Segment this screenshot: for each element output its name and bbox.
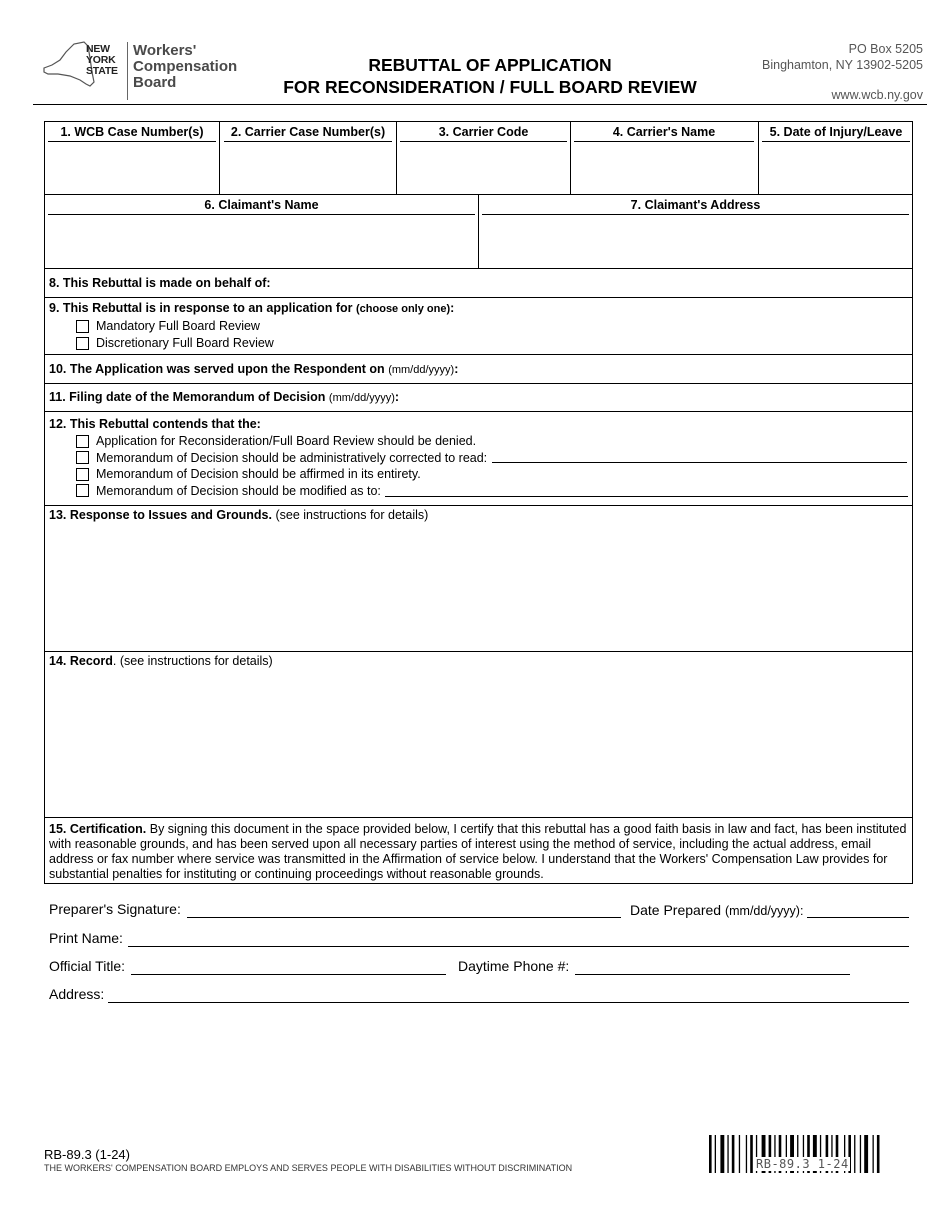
header-rule <box>33 104 927 105</box>
discretionary-review-checkbox[interactable] <box>76 337 89 350</box>
response-issues-field[interactable] <box>44 505 913 652</box>
barcode <box>709 1135 913 1175</box>
behalf-of-label: 8. This Rebuttal is made on behalf of: <box>49 276 271 290</box>
affirmed-checkbox[interactable] <box>76 468 89 481</box>
barcode-bar <box>720 1135 724 1173</box>
certification-text: By signing this document in the space provided below, I certify that this rebuttal has a good faith basis in law and fact, has been instituted with reasonable grounds, and has been served upon all necessary parties of interest using the method of service, including the actual address, email address or fax number where service was transmitted in the Affirmation of service below. I understand that the Workers' Compensation Law provides for substantial penalties for instituting or continuing proceedings without reasonable grounds. <box>49 822 907 881</box>
application-type-colon: : <box>450 301 455 315</box>
logo-agency-line: Workers' <box>133 42 197 59</box>
address-line2: Binghamton, NY 13902-5205 <box>762 58 923 72</box>
modified-as-to-input[interactable] <box>385 496 908 497</box>
served-date-field[interactable] <box>44 354 913 384</box>
official-title-label: Official Title: <box>49 958 125 974</box>
record-label: 14. Record <box>49 654 113 668</box>
mandatory-review-checkbox[interactable] <box>76 320 89 333</box>
barcode-bar <box>709 1135 712 1173</box>
mandatory-review-option: Mandatory Full Board Review <box>96 319 260 333</box>
claimants-name-label: 6. Claimant's Name <box>48 194 475 215</box>
logo-divider <box>127 42 128 100</box>
claimants-name-field[interactable] <box>48 194 475 268</box>
website-link[interactable]: www.wcb.ny.gov <box>831 88 923 102</box>
certification-section <box>44 817 913 884</box>
application-type-note: (choose only one) <box>356 303 451 315</box>
record-field[interactable] <box>44 651 913 818</box>
barcode-text: RB-89.3 1-24 <box>756 1157 849 1171</box>
wcb-case-number-label: 1. WCB Case Number(s) <box>48 121 216 142</box>
corrected-checkbox[interactable] <box>76 451 89 464</box>
wcb-case-number-field[interactable] <box>48 121 216 195</box>
corrected-option: Memorandum of Decision should be administratively corrected to read: <box>96 451 488 465</box>
date-of-injury-field[interactable] <box>762 121 910 195</box>
denied-option: Application for Reconsideration/Full Board Review should be denied. <box>96 434 477 448</box>
address-input[interactable] <box>108 1002 909 1003</box>
carriers-name-label: 4. Carrier's Name <box>574 121 754 142</box>
barcode-bar <box>727 1135 728 1173</box>
logo-agency-name <box>133 43 237 91</box>
date-prepared-label: Date Prepared <box>630 902 722 918</box>
response-issues-label: 13. Response to Issues and Grounds. <box>49 508 272 522</box>
served-date-label: 10. The Application was served upon the Respondent on <box>49 362 385 376</box>
served-date-colon: : <box>454 362 459 376</box>
official-title-input[interactable] <box>131 974 446 975</box>
barcode-bar <box>750 1135 753 1173</box>
daytime-phone-label: Daytime Phone #: <box>458 958 570 974</box>
filing-date-field[interactable] <box>44 383 913 412</box>
response-issues-note: (see instructions for details) <box>275 508 429 522</box>
behalf-of-field[interactable] <box>44 268 913 298</box>
carriers-name-field[interactable] <box>574 121 754 195</box>
affirmed-option: Memorandum of Decision should be affirmed in its entirety. <box>96 467 421 481</box>
filing-date-format: (mm/dd/yyyy) <box>328 392 395 404</box>
logo-state-line: YORK <box>86 54 116 66</box>
print-name-label: Print Name: <box>49 930 123 946</box>
barcode-bar <box>739 1135 740 1173</box>
corrected-to-read-input[interactable] <box>492 462 907 463</box>
logo-agency-line: Board <box>133 74 177 91</box>
form-title-line1: REBUTTAL OF APPLICATION <box>368 55 612 75</box>
preparers-signature-label: Preparer's Signature: <box>49 901 181 917</box>
filing-date-colon: : <box>394 390 400 404</box>
preparers-signature-input[interactable] <box>187 917 621 918</box>
contention-label: 12. This Rebuttal contends that the: <box>49 417 261 431</box>
filing-date-label: 11. Filing date of the Memorandum of Decision <box>49 390 326 404</box>
carrier-case-number-label: 2. Carrier Case Number(s) <box>224 121 392 142</box>
barcode-bar <box>854 1135 855 1173</box>
barcode-bar <box>746 1135 747 1173</box>
logo-state-line: NEW <box>86 43 110 55</box>
barcode-bar <box>715 1135 716 1173</box>
logo-agency-line: Compensation <box>133 58 238 75</box>
barcode-bar <box>877 1135 880 1173</box>
certification-label: 15. Certification. <box>49 822 147 836</box>
application-type-label: 9. This Rebuttal is in response to an application for <box>49 301 353 315</box>
modified-option: Memorandum of Decision should be modified as to: <box>96 484 381 498</box>
logo-state-line: STATE <box>86 65 118 77</box>
print-name-input[interactable] <box>128 946 909 947</box>
form-number: RB-89.3 (1-24) <box>44 1147 130 1162</box>
date-of-injury-label: 5. Date of Injury/Leave <box>762 121 910 142</box>
discretionary-review-option: Discretionary Full Board Review <box>96 336 274 350</box>
barcode-bar <box>873 1135 874 1173</box>
carrier-code-label: 3. Carrier Code <box>400 121 567 142</box>
served-date-format: (mm/dd/yyyy) <box>388 364 455 376</box>
address-line1: PO Box 5205 <box>848 42 923 56</box>
daytime-phone-input[interactable] <box>575 974 850 975</box>
carrier-case-number-field[interactable] <box>224 121 392 195</box>
barcode-bar <box>732 1135 735 1173</box>
carrier-code-field[interactable] <box>400 121 567 195</box>
modified-checkbox[interactable] <box>76 484 89 497</box>
nondiscrimination-statement: THE WORKERS' COMPENSATION BOARD EMPLOYS AND SERVES PEOPLE WITH DISABILITIES WITHOUT DISCRIMINATION <box>44 1163 573 1173</box>
denied-checkbox[interactable] <box>76 435 89 448</box>
address-label: Address: <box>49 986 105 1002</box>
claimants-address-field[interactable] <box>482 194 909 268</box>
barcode-bar <box>860 1135 861 1173</box>
claimants-address-label: 7. Claimant's Address <box>482 194 909 215</box>
form-title-line2: FOR RECONSIDERATION / FULL BOARD REVIEW <box>283 77 697 97</box>
date-prepared-format: (mm/dd/yyyy): <box>724 904 804 918</box>
barcode-bar <box>864 1135 868 1173</box>
record-note: . (see instructions for details) <box>112 654 273 668</box>
application-type-section <box>44 297 913 355</box>
contention-section <box>44 411 913 506</box>
date-prepared-input[interactable] <box>807 917 909 918</box>
